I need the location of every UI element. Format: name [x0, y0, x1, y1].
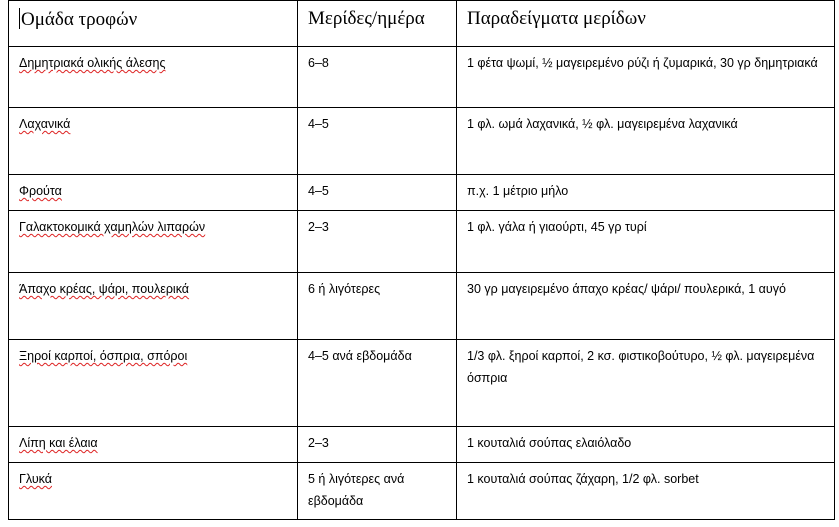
cell-examples[interactable]: 1 φέτα ψωμί, ½ μαγειρεμένο ρύζι ή ζυμαρικά, 30 γρ δημητριακά	[457, 47, 835, 108]
cell-servings[interactable]: 2–3	[298, 427, 457, 463]
cell-servings[interactable]: 5 ή λιγότερες ανά εβδομάδα	[298, 463, 457, 520]
table-row	[9, 273, 835, 340]
table-row	[9, 47, 835, 108]
table-row	[9, 463, 835, 520]
cell-food-group[interactable]: Ξηροί καρποί, όσπρια, σπόροι	[9, 340, 298, 427]
cell-food-group[interactable]: Λαχανικά	[9, 108, 298, 175]
cell-food-group[interactable]: Γλυκά	[9, 463, 298, 520]
cell-examples[interactable]: 1/3 φλ. ξηροί καρποί, 2 κσ. φιστικοβούτυρο, ½ φλ. μαγειρεμένα όσπρια	[457, 340, 835, 427]
header-servings-per-day[interactable]: Μερίδες/ημέρα	[298, 1, 457, 47]
table-row	[9, 211, 835, 273]
table-row	[9, 108, 835, 175]
cell-examples[interactable]: 1 κουταλιά σούπας ελαιόλαδο	[457, 427, 835, 463]
cell-food-group[interactable]: Γαλακτοκομικά χαμηλών λιπαρών	[9, 211, 298, 273]
food-groups-table	[8, 0, 835, 520]
cell-servings[interactable]: 2–3	[298, 211, 457, 273]
cell-servings[interactable]: 4–5 ανά εβδομάδα	[298, 340, 457, 427]
cell-servings[interactable]: 4–5	[298, 175, 457, 211]
cell-servings[interactable]: 4–5	[298, 108, 457, 175]
cell-food-group[interactable]: Άπαχο κρέας, ψάρι, πουλερικά	[9, 273, 298, 340]
cell-food-group[interactable]: Λίπη και έλαια	[9, 427, 298, 463]
cell-food-group[interactable]: Φρούτα	[9, 175, 298, 211]
cell-food-group[interactable]: Δημητριακά ολικής άλεσης	[9, 47, 298, 108]
cell-examples[interactable]: π.χ. 1 μέτριο μήλο	[457, 175, 835, 211]
header-serving-examples[interactable]: Παραδείγματα μερίδων	[457, 1, 835, 47]
cell-examples[interactable]: 1 φλ. γάλα ή γιαούρτι, 45 γρ τυρί	[457, 211, 835, 273]
text-cursor	[19, 8, 20, 29]
table-header-row	[9, 1, 835, 47]
table-row	[9, 340, 835, 427]
cell-servings[interactable]: 6 ή λιγότερες	[298, 273, 457, 340]
table-row	[9, 427, 835, 463]
cell-servings[interactable]: 6–8	[298, 47, 457, 108]
cell-examples[interactable]: 30 γρ μαγειρεμένο άπαχο κρέας/ ψάρι/ πουλερικά, 1 αυγό	[457, 273, 835, 340]
table-row	[9, 175, 835, 211]
cell-examples[interactable]: 1 κουταλιά σούπας ζάχαρη, 1/2 φλ. sorbet	[457, 463, 835, 520]
cell-examples[interactable]: 1 φλ. ωμά λαχανικά, ½ φλ. μαγειρεμένα λαχανικά	[457, 108, 835, 175]
header-food-group[interactable]: Ομάδα τροφών	[9, 1, 298, 47]
